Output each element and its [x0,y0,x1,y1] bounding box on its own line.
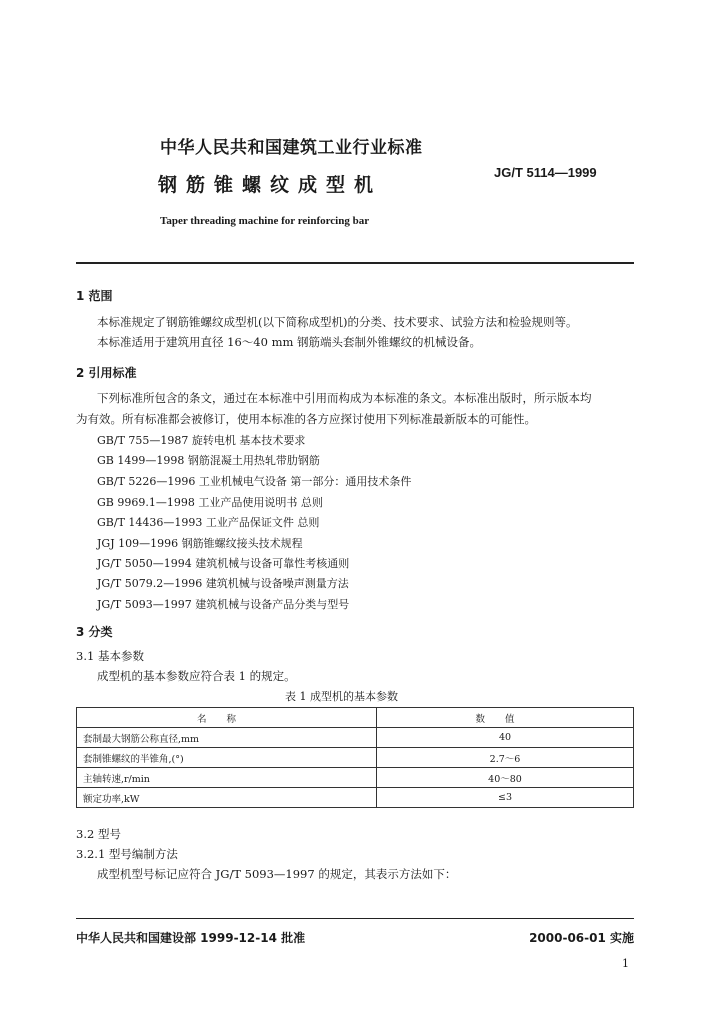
section-2-paragraph-line-1: 下列标准所包含的条文，通过在本标准中引用而构成为本标准的条文。本标准出版时，所示版本均 [97,391,592,405]
table-row [77,788,634,808]
reference-item: GB 1499—1998 钢筋混凝土用热轧带肋钢筋 [97,454,320,467]
table-cell-value: ≤3 [377,788,634,808]
document-title: 钢筋锥螺纹成型机 [158,174,383,196]
reference-item: JG/T 5079.2—1996 建筑机械与设备噪声测量方法 [97,577,349,590]
effective-date: 2000-06-01 实施 [529,931,634,945]
reference-item: JG/T 5050—1994 建筑机械与设备可靠性考核通则 [97,557,350,570]
parameters-table [76,707,634,808]
reference-item: GB 9969.1—1998 工业产品使用说明书 总则 [97,496,323,509]
table-cell-name: 主轴转速,r/min [77,768,377,788]
subsection-3-2-heading: 3.2 型号 [76,827,121,841]
table-row [77,728,634,748]
reference-item: GB/T 755—1987 旋转电机 基本技术要求 [97,434,306,447]
english-title: Taper threading machine for reinforcing bar [160,215,370,227]
header-rule [76,262,634,264]
subsection-3-2-1-heading: 3.2.1 型号编制方法 [76,847,178,861]
table-cell-value: 40～80 [377,768,634,788]
table-row [77,748,634,768]
org-title: 中华人民共和国建筑工业行业标准 [160,138,423,158]
table-caption: 表 1 成型机的基本参数 [285,690,398,703]
table-cell-name: 套制锥螺纹的半锥角,(°) [77,748,377,768]
table-cell-name: 额定功率,kW [77,788,377,808]
reference-item: GB/T 5226—1996 工业机械电气设备 第一部分：通用技术条件 [97,475,412,488]
standard-number: JG/T 5114—1999 [494,165,597,180]
section-2-paragraph-line-2: 为有效。所有标准都会被修订，使用本标准的各方应探讨使用下列标准最新版本的可能性。 [76,412,536,426]
table-cell-name: 套制最大钢筋公称直径,mm [77,728,377,748]
section-1-paragraph-2: 本标准适用于建筑用直径 16～40 mm 钢筋端头套制外锥螺纹的机械设备。 [97,335,482,349]
subsection-3-1-text: 成型机的基本参数应符合表 1 的规定。 [97,669,296,683]
table-header-row [77,708,634,728]
table-header-name: 名称 [77,708,377,728]
section-1-paragraph-1: 本标准规定了钢筋锥螺纹成型机(以下简称成型机)的分类、技术要求、试验方法和检验规则等。 [97,315,578,329]
table-cell-value: 2.7～6 [377,748,634,768]
reference-item: JGJ 109—1996 钢筋锥螺纹接头技术规程 [97,537,303,550]
reference-item: JG/T 5093—1997 建筑机械与设备产品分类与型号 [97,598,350,611]
footer-rule [76,918,634,919]
section-2-heading: 2 引用标准 [76,366,137,380]
table-cell-value: 40 [377,728,634,748]
table-header-value: 数值 [377,708,634,728]
subsection-3-1-heading: 3.1 基本参数 [76,649,144,663]
reference-item: GB/T 14436—1993 工业产品保证文件 总则 [97,516,320,529]
section-1-heading: 1 范围 [76,289,113,303]
section-3-heading: 3 分类 [76,625,113,639]
approval-date: 中华人民共和国建设部 1999-12-14 批准 [76,931,306,945]
table-row [77,768,634,788]
page-number: 1 [622,957,629,970]
subsection-3-2-1-text: 成型机型号标记应符合 JG/T 5093—1997 的规定，其表示方法如下： [97,867,457,881]
